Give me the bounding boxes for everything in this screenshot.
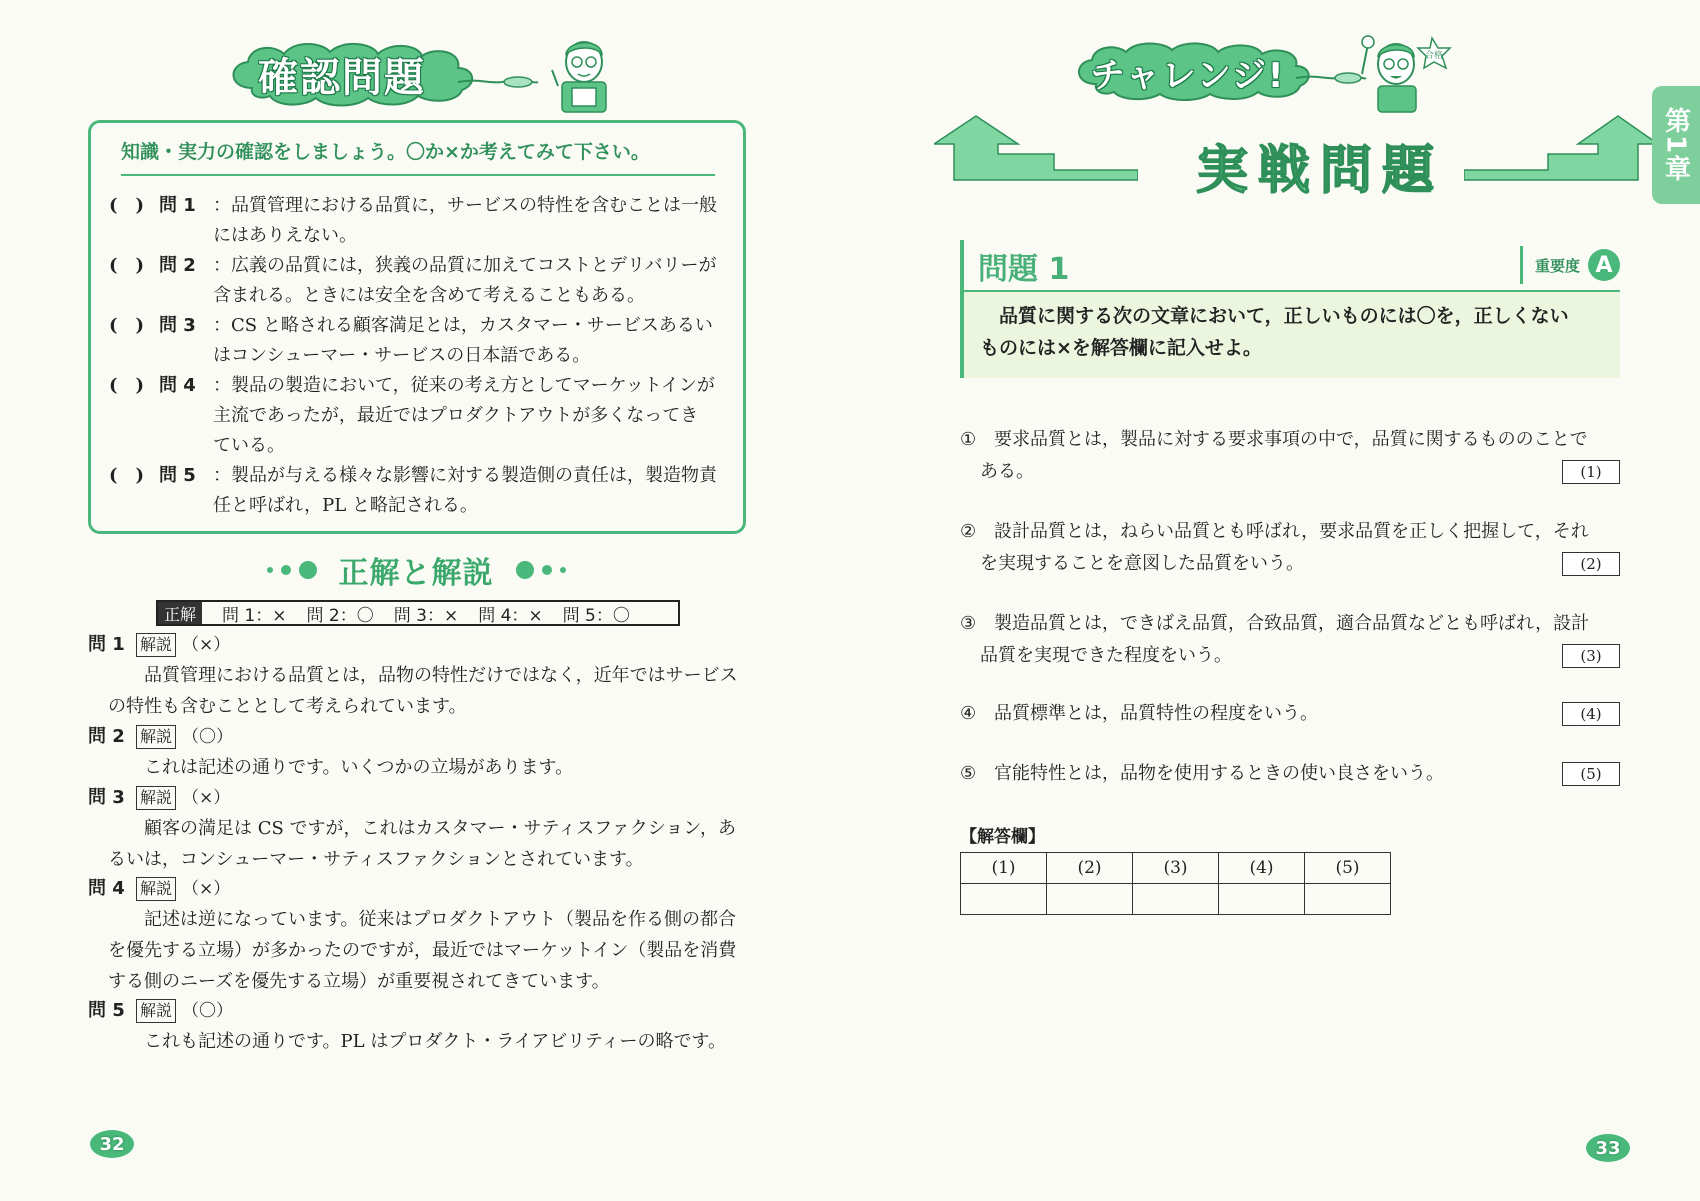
statement-item-3 bbox=[960, 608, 1620, 672]
explanation-3 bbox=[88, 783, 748, 875]
problem-statement bbox=[960, 292, 1620, 378]
question-line: ：製品が与える様々な影響に対する製造側の責任は，製造物責 bbox=[213, 465, 717, 486]
answer-box: (4) bbox=[1562, 702, 1620, 726]
challenge-banner bbox=[1068, 38, 1368, 106]
answer-box: (5) bbox=[1562, 762, 1620, 786]
importance bbox=[1520, 246, 1620, 284]
item-line: 官能特性とは，品物を使用するときの使い良さをいう。 bbox=[994, 763, 1444, 784]
importance-grade: A bbox=[1588, 249, 1620, 281]
explanation-mark: （〇） bbox=[182, 727, 234, 747]
dot-icon bbox=[542, 565, 552, 575]
jissen-title: 実戦問題 bbox=[1195, 141, 1444, 201]
correct-item: 問 3：× bbox=[393, 605, 459, 626]
answer-box: (2) bbox=[1562, 552, 1620, 576]
mascot-cheering-icon bbox=[1356, 34, 1452, 114]
explanation-2 bbox=[88, 722, 748, 783]
correct-label: 正解 bbox=[158, 602, 202, 624]
page-number: 33 bbox=[1586, 1134, 1630, 1162]
answer-paren: ( ) bbox=[109, 195, 145, 216]
question-line: ：製品の製造において，従来の考え方としてマーケットインが bbox=[213, 375, 715, 396]
explanation-tag: 解説 bbox=[136, 877, 176, 901]
item-text bbox=[980, 608, 1620, 672]
answer-cell-4[interactable] bbox=[1219, 884, 1305, 915]
explanation-body: 顧客の満足は CS ですが，これはカスタマー・サティスファクション，あるいは，コンシューマー・サティスファクションとされています。 bbox=[108, 818, 736, 870]
question-text bbox=[213, 371, 727, 461]
question-line: にはありえない。 bbox=[213, 225, 357, 246]
question-text bbox=[213, 461, 727, 521]
explanation-question: 問 2 bbox=[88, 726, 125, 747]
correct-item: 問 2：〇 bbox=[306, 605, 374, 626]
answer-sheet-table bbox=[960, 852, 1391, 915]
question-text bbox=[213, 311, 727, 371]
item-text bbox=[980, 516, 1620, 580]
explanation-tag: 解説 bbox=[136, 725, 176, 749]
explanation-body: これも記述の通りです。PL はプロダクト・ライアビリティーの略です。 bbox=[144, 1031, 727, 1052]
answer-title bbox=[236, 548, 596, 592]
answer-sheet-label: 【解答欄】 bbox=[960, 827, 1045, 847]
explanation-question: 問 5 bbox=[88, 1000, 125, 1021]
answer-paren: ( ) bbox=[109, 255, 145, 276]
mascot-reading-icon bbox=[548, 36, 620, 116]
page-number: 32 bbox=[90, 1130, 134, 1158]
problem-title: 問題 1 bbox=[978, 252, 1070, 287]
question-label: 問 5 bbox=[159, 465, 196, 486]
explanation-body: 記述は逆になっています。従来はプロダクトアウト（製品を作る側の都合を優先する立場）が多かったのですが，最近ではマーケットイン（製品を消費する側のニーズを優先する立場）が重要視されてきています。 bbox=[108, 909, 737, 992]
item-line: ある。 bbox=[980, 461, 1034, 482]
question-line: ：CS と略される顧客満足とは，カスタマー・サービスあるい bbox=[213, 315, 713, 336]
item-text bbox=[994, 698, 1620, 730]
question-line: はコンシューマー・サービスの日本語である。 bbox=[213, 345, 591, 366]
explanation-mark: （×） bbox=[182, 788, 231, 808]
correct-item: 問 5：〇 bbox=[562, 605, 630, 626]
item-text bbox=[980, 424, 1620, 488]
problem-header bbox=[960, 240, 1620, 292]
explanation-5 bbox=[88, 996, 748, 1057]
correct-answers-row bbox=[156, 600, 680, 626]
answer-paren: ( ) bbox=[109, 375, 145, 396]
item-line: 品質標準とは，品質特性の程度をいう。 bbox=[994, 703, 1318, 724]
dot-icon bbox=[560, 567, 566, 573]
explanation-1 bbox=[88, 630, 748, 722]
question-label: 問 3 bbox=[159, 315, 196, 336]
item-number: ④ bbox=[960, 703, 977, 724]
answer-sheet-header: (1) bbox=[961, 853, 1047, 884]
explanation-question: 問 4 bbox=[88, 878, 125, 899]
explanation-tag: 解説 bbox=[136, 633, 176, 657]
explanation-tag: 解説 bbox=[136, 786, 176, 810]
answer-title-text: 正解と解説 bbox=[338, 556, 494, 591]
explanation-4 bbox=[88, 874, 748, 997]
importance-label: 重要度 bbox=[1534, 256, 1580, 275]
item-line: を実現することを意図した品質をいう。 bbox=[980, 553, 1304, 574]
statement-item-2 bbox=[960, 516, 1620, 580]
answer-box: (3) bbox=[1562, 644, 1620, 668]
arrow-left-icon bbox=[934, 114, 1138, 186]
problem-line: ものには×を解答欄に記入せよ。 bbox=[980, 337, 1262, 359]
item-line: 品質を実現できた程度をいう。 bbox=[980, 645, 1232, 666]
item-number: ① bbox=[960, 429, 977, 450]
answer-paren: ( ) bbox=[109, 315, 145, 336]
answer-paren: ( ) bbox=[109, 465, 145, 486]
explanation-question: 問 1 bbox=[88, 634, 125, 655]
explanation-body: 品質管理における品質とは，品物の特性だけではなく，近年ではサービスの特性も含むこととして考えられています。 bbox=[108, 665, 738, 717]
kakunin-banner bbox=[222, 38, 542, 110]
answer-sheet-header: (3) bbox=[1133, 853, 1219, 884]
item-line: 製造品質とは，できばえ品質，合致品質，適合品質などとも呼ばれ，設計 bbox=[994, 613, 1590, 634]
answer-sheet-header-row bbox=[961, 853, 1391, 884]
question-line: 主流であったが，最近ではプロダクトアウトが多くなってき bbox=[213, 405, 699, 426]
statement-item-5 bbox=[960, 758, 1620, 792]
item-number: ⑤ bbox=[960, 763, 977, 784]
arrow-right-icon bbox=[1464, 114, 1658, 186]
explanation-mark: （〇） bbox=[182, 1001, 234, 1021]
correct-item: 問 4：× bbox=[478, 605, 543, 626]
check-questions-box bbox=[88, 120, 746, 534]
explanation-mark: （×） bbox=[182, 635, 231, 655]
question-label: 問 4 bbox=[159, 375, 196, 396]
question-text bbox=[213, 191, 727, 251]
answer-sheet-header: (2) bbox=[1047, 853, 1133, 884]
explanation-question: 問 3 bbox=[88, 787, 125, 808]
question-text bbox=[213, 251, 727, 311]
correct-item: 問 1：× bbox=[222, 605, 287, 626]
problem-line: 品質に関する次の文章において，正しいものには〇を，正しくない bbox=[980, 305, 1569, 327]
question-line: ている。 bbox=[213, 435, 285, 456]
question-line: ：広義の品質には，狭義の品質に加えてコストとデリバリーが bbox=[213, 255, 717, 276]
question-line: 含まれる。ときには安全を含めて考えることもある。 bbox=[213, 285, 645, 306]
mascot-badge: 合格 bbox=[1424, 51, 1444, 61]
explanation-body: これは記述の通りです。いくつかの立場があります。 bbox=[144, 757, 574, 778]
statement-item-1 bbox=[960, 424, 1620, 488]
answer-box: (1) bbox=[1562, 460, 1620, 484]
question-line: 任と呼ばれ，PL と略記される。 bbox=[213, 495, 478, 516]
right-page bbox=[850, 0, 1700, 1201]
answer-cell-2[interactable] bbox=[1047, 884, 1133, 915]
kakunin-title: 確認問題 bbox=[258, 54, 426, 101]
challenge-title: チャレンジ! bbox=[1090, 55, 1286, 96]
item-line: 要求品質とは，製品に対する要求事項の中で，品質に関するもののことで bbox=[994, 429, 1588, 450]
answer-sheet-header: (5) bbox=[1305, 853, 1391, 884]
question-line: ：品質管理における品質に，サービスの特性を含むことは一般 bbox=[213, 195, 717, 216]
explanation-tag: 解説 bbox=[136, 999, 176, 1023]
item-line: 設計品質とは，ねらい品質とも呼ばれ，要求品質を正しく把握して，それ bbox=[994, 521, 1589, 542]
item-number: ② bbox=[960, 521, 977, 542]
dot-icon bbox=[267, 567, 273, 573]
question-label: 問 2 bbox=[159, 255, 196, 276]
question-label: 問 1 bbox=[159, 195, 196, 216]
answer-cell-5[interactable] bbox=[1305, 884, 1391, 915]
answer-sheet-input-row bbox=[961, 884, 1391, 915]
check-intro: 知識・実力の確認をしましょう。〇か×か考えてみて下さい。 bbox=[121, 137, 715, 176]
explanation-mark: （×） bbox=[182, 879, 231, 899]
statement-item-4 bbox=[960, 698, 1620, 732]
dot-icon bbox=[281, 565, 291, 575]
answer-cell-1[interactable] bbox=[961, 884, 1047, 915]
chapter-tab[interactable]: 第1章 bbox=[1652, 86, 1700, 204]
dot-icon bbox=[516, 561, 534, 579]
problem-box bbox=[960, 240, 1620, 380]
answer-cell-3[interactable] bbox=[1133, 884, 1219, 915]
jissen-header bbox=[850, 110, 1700, 200]
item-number: ③ bbox=[960, 613, 977, 634]
item-text bbox=[994, 758, 1620, 790]
answer-sheet-header: (4) bbox=[1219, 853, 1305, 884]
dot-icon bbox=[299, 561, 317, 579]
